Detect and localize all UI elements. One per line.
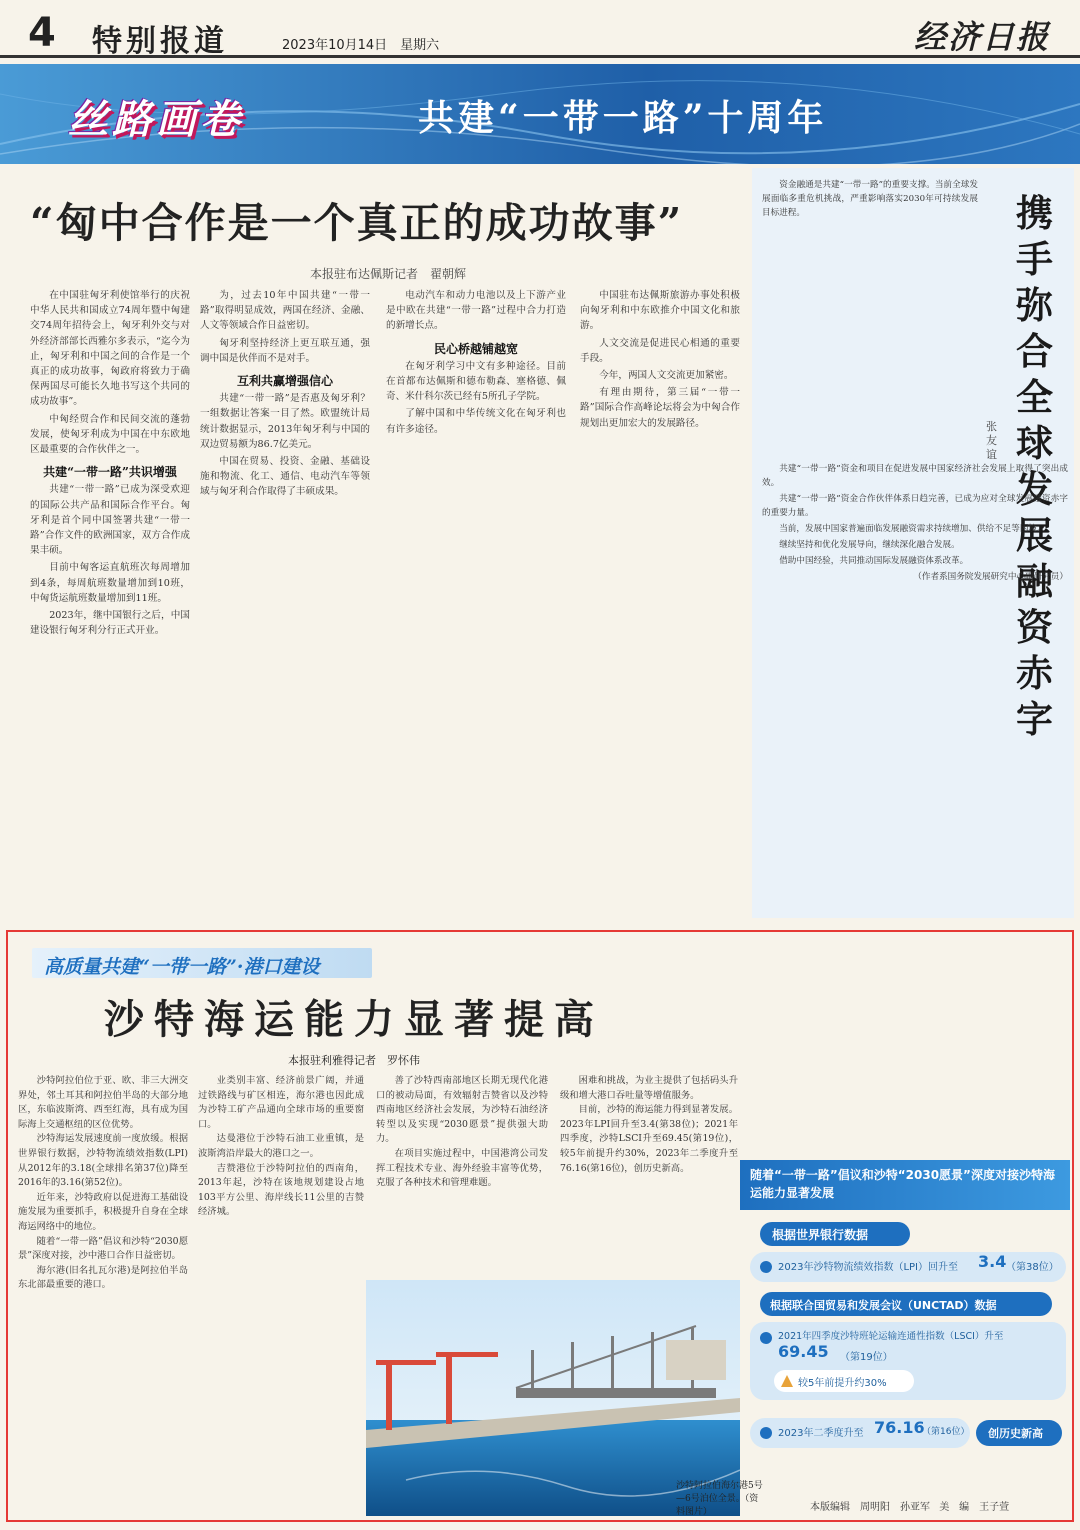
- paragraph: 电动汽车和动力电池以及上下游产业是中欧在共建“一带一路”过程中合力打造的新增长点。: [386, 290, 566, 332]
- paragraph: 共建“一带一路”已成为深受欢迎的国际公共产品和国际合作平台。匈牙利是首个同中国签署共建“一带一路”合作文件的欧洲国家，双方合作成果丰硕。: [30, 484, 190, 557]
- photo-caption: 沙特阿拉伯海尔港5号—6号泊位全景。（资料图片）: [676, 1481, 763, 1517]
- growth-text: 较5年前提升约30%: [798, 1378, 887, 1389]
- paragraph: 人文交流是促进民心相通的重要手段。: [580, 337, 740, 364]
- article-byline: 本报驻布达佩斯记者 翟朝辉: [310, 267, 467, 281]
- sidebar-author: 张友谊: [986, 420, 997, 461]
- sidebar-intro: [762, 178, 978, 460]
- feature-column-4: [560, 1074, 738, 1274]
- paragraph: 随着“一带一路”倡议和沙特“2030愿景”深度对接，沙中港口合作日益密切。: [18, 1235, 188, 1262]
- paragraph: 今年，两国人文交流更加紧密。: [599, 370, 734, 382]
- paragraph: 资金融通是共建“一带一路”的重要支撑。当前全球发展面临多重危机挑战，严重影响落实2030年可持续发展目标进程。: [762, 180, 978, 218]
- bullet-icon: [760, 1261, 772, 1273]
- sidebar-footer: （作者系国务院发展研究中心副研究员）: [913, 572, 1068, 582]
- paragraph: 为，过去10年中国共建“一带一路”取得明显成效，两国在经济、金融、人文等领域合作日益密切。: [200, 290, 370, 332]
- record-text: 创历史新高: [988, 1427, 1043, 1440]
- paragraph: 吉赞港位于沙特阿拉伯的西南角，2013年起，沙特在该地规划建设占地103平方公里、海岸线长11公里的吉赞经济城。: [198, 1162, 364, 1218]
- paragraph: 中国驻布达佩斯旅游办事处积极向匈牙利和中东欧推介中国文化和旅游。: [580, 290, 740, 332]
- q2-text: 2023年二季度升至: [778, 1428, 864, 1439]
- info-heading: 随着“一带一路”倡议和沙特“2030愿景”深度对接沙特海运能力显著发展: [750, 1168, 1055, 1200]
- section-banner: [0, 64, 1080, 164]
- section-name: 特别报道: [92, 24, 228, 59]
- paragraph: 善了沙特西南部地区长期无现代化港口的被动局面，有效辐射吉赞省以及沙特西南地区经济社会发展，为沙特石油经济转型以及实现“2030愿景”提供强大助力。: [376, 1075, 548, 1145]
- designer-credit: 美 编 王子萱: [939, 1502, 1010, 1513]
- banner-art-title: 丝路画卷: [68, 96, 244, 143]
- subheading: 民心桥越铺越宽: [433, 341, 518, 356]
- q2-rank: （第16位）: [922, 1427, 970, 1437]
- feature-column-3: [376, 1074, 548, 1274]
- paragraph: 了解中国和中华传统文化在匈牙利也有许多途径。: [386, 408, 566, 435]
- paragraph: 继续坚持和优化发展导向，继续深化融合发展。: [779, 540, 960, 550]
- unctad-label: 根据联合国贸易和发展会议（UNCTAD）数据: [770, 1299, 997, 1312]
- paragraph: 沙特阿拉伯位于亚、欧、非三大洲交界处，邻土耳其和阿拉伯半岛的大部分地区，东临波斯湾、西至红海，具有成为国际海上交通枢纽的区位优势。: [18, 1075, 188, 1130]
- feature-column-1: [18, 1074, 188, 1518]
- paragraph: 有理由期待，第三届“一带一路”国际合作高峰论坛将会为中匈合作规划出更加宏大的发展路径。: [580, 387, 740, 429]
- paragraph: 共建“一带一路”是否惠及匈牙利？一组数据让答案一目了然。欧盟统计局统计数据显示，2013年匈牙利与中国的双边贸易额为86.7亿美元。: [200, 393, 370, 450]
- feature-column-2: [198, 1074, 364, 1518]
- paragraph: 中国在贸易、投资、金融、基础设施和物流、化工、通信、电动汽车等领域与匈牙利合作取得了丰硕成果。: [200, 456, 370, 498]
- issue-date: 2023年10月14日 星期六: [282, 38, 440, 53]
- paragraph: 借助中国经验，共同推动国际发展融资体系改革。: [779, 556, 969, 566]
- q2-value: 76.16: [874, 1418, 925, 1437]
- paragraph: 近年来，沙特政府以促进海工基础设施发展为重要抓手，积极提升自身在全球海运网络中的地位。: [18, 1191, 188, 1232]
- article-column-1: [30, 288, 190, 924]
- paragraph: 海尔港(旧名扎瓦尔港)是阿拉伯半岛东北部最重要的港口。: [18, 1264, 188, 1291]
- lpi-text: 2023年沙特物流绩效指数（LPI）回升至: [778, 1262, 958, 1273]
- paragraph: 业类别丰富、经济前景广阔，并通过铁路线与矿区相连，海尔港也因此成为沙特工矿产品通向全球市场的重要窗口。: [198, 1075, 364, 1130]
- paragraph: 在匈牙利学习中文有多种途径。目前在首都布达佩斯和德布勒森、塞格德、佩奇、米什科尔茨已经有5所孔子学院。: [386, 360, 566, 403]
- lpi-rank: （第38位）: [1006, 1262, 1059, 1273]
- paragraph: 目前，沙特的海运能力得到显著发展。2023年LPI回升至3.4(第38位)；2021年四季度，沙特LSCI升至69.45(第19位)，较5年前提升约30%，2023年二季度升至76.16(第16位)，创历史新高。: [560, 1104, 738, 1174]
- masthead-logo: 经济日报: [913, 18, 1050, 56]
- page-number: 4: [28, 10, 56, 56]
- paragraph: 共建“一带一路”资金和项目在促进发展中国家经济社会发展上取得了突出成效。: [762, 464, 1068, 488]
- lsci-rank: （第19位）: [840, 1352, 893, 1363]
- paragraph: 目前中匈客运直航班次每周增加到4条，每周航班数量增加到10班，中匈货运航班数量增加到11班。: [30, 562, 190, 604]
- lsci-value: 69.45: [778, 1342, 829, 1361]
- feature-byline: 本报驻利雅得记者 罗怀伟: [288, 1054, 420, 1067]
- paragraph: 达曼港位于沙特石油工业重镇，是波斯湾沿岸最大的港口之一。: [198, 1133, 364, 1159]
- editor-credit: 本版编辑 周明阳 孙亚军: [810, 1502, 930, 1513]
- feature-tag: 高质量共建“一带一路”·港口建设: [44, 956, 320, 978]
- wb-label: 根据世界银行数据: [772, 1228, 869, 1242]
- paragraph: 共建“一带一路”资金合作伙伴体系日趋完善，已成为应对全球发展融资赤字的重要力量。: [762, 494, 1068, 518]
- paragraph: 沙特海运发展速度前一度放缓。根据世界银行数据，沙特物流绩效指数(LPI)从2012年的3.18(全球排名第37位)降至2016年的3.16(第52位)。: [18, 1133, 188, 1189]
- feature-headline: 沙特海运能力显著提高: [104, 996, 604, 1043]
- page-editors: [810, 1498, 1015, 1513]
- paragraph: 中匈经贸合作和民间交流的蓬勃发展，使匈牙利成为中国在中东欧地区最重要的合作伙伴之一。: [30, 413, 190, 456]
- info-panel: [740, 1160, 1070, 1460]
- lpi-value: 3.4: [978, 1252, 1007, 1271]
- paragraph: 2023年，继中国银行之后，中国建设银行匈牙利分行正式开业。: [30, 610, 190, 637]
- up-arrow-icon: [780, 1374, 794, 1388]
- sidebar-title: 携手弥合全球发展融资赤字: [1016, 191, 1053, 741]
- subheading: 共建“一带一路”共识增强: [43, 465, 177, 480]
- article-headline: “匈中合作是一个真正的成功故事”: [30, 199, 684, 247]
- article-column-3: [386, 288, 566, 924]
- page-header: [0, 0, 1080, 58]
- paragraph: 在项目实施过程中，中国港湾公司发挥工程技术专业、海外经验丰富等优势，克服了各种技术和管理难题。: [376, 1147, 548, 1189]
- bullet-icon: [760, 1332, 772, 1344]
- article-column-2: [200, 288, 370, 924]
- subheading: 互利共赢增强信心: [236, 374, 333, 389]
- paragraph: 困难和挑战，为业主提供了包括码头升级和增大港口吞吐量等增值服务。: [560, 1075, 738, 1101]
- banner-title: 共建“一带一路”十周年: [418, 97, 828, 139]
- paragraph: 在中国驻匈牙利使馆举行的庆祝中华人民共和国成立74周年暨中匈建交74周年招待会上，匈牙利外交与对外经济部部长西雅尔多表示，“迄今为止，匈牙利和中国之间的合作是一个真正的成功故事，匈政府将致力于确保两国尽可能长久地书写这个共同的成功故事”。: [30, 290, 190, 408]
- paragraph: 当前，发展中国家普遍面临发展融资需求持续增加、供给不足等困境。: [779, 524, 1046, 534]
- paragraph: 匈牙利坚持经济上更互联互通，强调中国是伙伴而不是对手。: [200, 337, 370, 364]
- article-column-4: [580, 288, 740, 924]
- bullet-icon: [760, 1427, 772, 1439]
- lsci-text: 2021年四季度沙特班轮运输连通性指数（LSCI）升至: [778, 1331, 1004, 1342]
